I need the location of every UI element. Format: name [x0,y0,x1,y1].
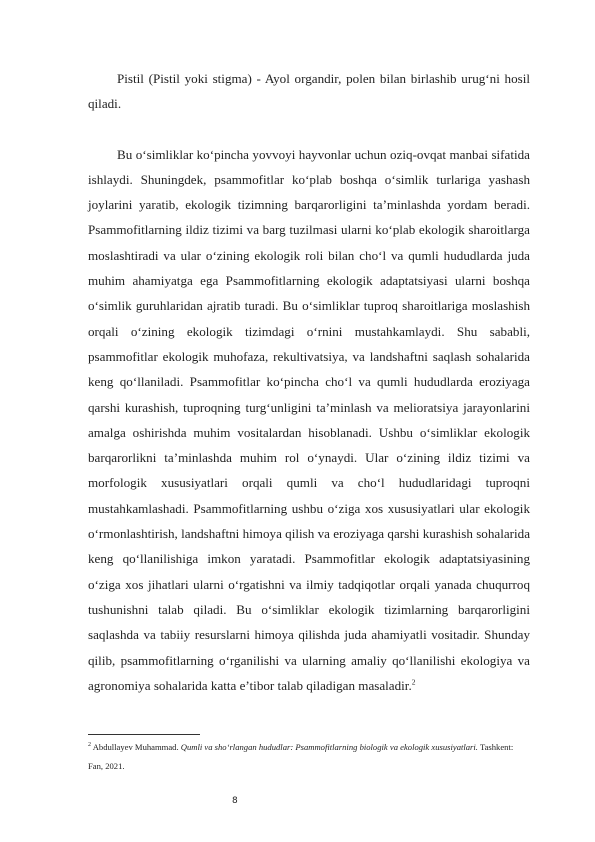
footnote [88,738,530,775]
footnote-divider [88,734,200,735]
footnote-author: Abdullayev Muhammad. [92,742,179,752]
footnote-title: Qumli va sho‘rlangan hududlar: Psammofitlarning biologik va ekologik xususiyatlari. [180,742,478,752]
paragraph-psammophytes-text: Bu o‘simliklar ko‘pincha yovvoyi hayvonlar uchun oziq-ovqat manbai sifatida ishlaydi. Shuningdek, psammofitlar ko‘plab boshqa o‘simlik turlariga yashash joylarini yaratib, ekologik tizimning barqarorligini ta’minlashda yordam beradi. Psammofitlarning ildiz tizimi va barg tuzilmasi ularni ko‘plab ekologik sharoitlarga moslashtiradi va ular o‘zining ekologik roli bilan cho‘l va qumli hududlarda juda muhim ahamiyatga ega Psammofitlarning ekologik adaptatsiyasi ularni boshqa o‘simlik guruhlaridan ajratib turadi. Bu o‘simliklar tuproq sharoitlariga moslashish orqali o‘zining ekologik tizimdagi o‘rnini mustahkamlaydi. Shu sababli, psammofitlar ekologik muhofaza, rekultivatsiya, va landshaftni saqlash sohalarida keng qo‘llaniladi. Psammofitlar ko‘pincha cho‘l va qumli hududlarda eroziyaga qarshi kurashish, tuproqning turg‘unligini ta’minlash va melioratsiya jarayonlarini amalga oshirishda muhim vositalardan hisoblanadi. Ushbu o‘simliklar ekologik barqarorlikni ta’minlashda muhim rol o‘ynaydi. Ular o‘zining ildiz tizimi va morfologik xususiyatlari orqali qumli va cho‘l hududlaridagi tuproqni mustahkamlashadi. Psammofitlarning ushbu o‘ziga xos xususiyatlari ular ekologik o‘rmonlashtirish, landshaftni himoya qilish va eroziyaga qarshi kurashish sohalarida keng qo‘llanilishiga imkon yaratadi. Psammofitlar ekologik adaptatsiyasining o‘ziga xos jihatlari ularni o‘rgatishni va ilmiy tadqiqotlar orqali yanada chuqurroq tushunishni talab qiladi. Bu o‘simliklar ekologik tizimlarning barqarorligini saqlashda va tabiiy resurslarni himoya qilishda juda ahamiyatli vositadir. Shunday qilib, psammofitlarning o‘rganilishi va ularning amaliy qo‘llanilishi ekologiya va agronomiya sohalarida katta e’tibor talab qiladigan masaladir. [88,146,530,693]
paragraph-pistil [88,66,530,117]
page-body [88,66,530,698]
page-number: 8 [232,796,238,806]
paragraph-pistil-text: Pistil (Pistil yoki stigma) - Ayol organdir, polen bilan birlashib urug‘ni hosil qiladi. [88,71,530,112]
footnote-publisher: Tashkent: Fan, 2021. [88,742,514,771]
footnote-reference[interactable]: 2 [411,677,416,687]
footnote-mark: 2 [88,742,91,749]
paragraph-psammophytes [88,142,530,699]
